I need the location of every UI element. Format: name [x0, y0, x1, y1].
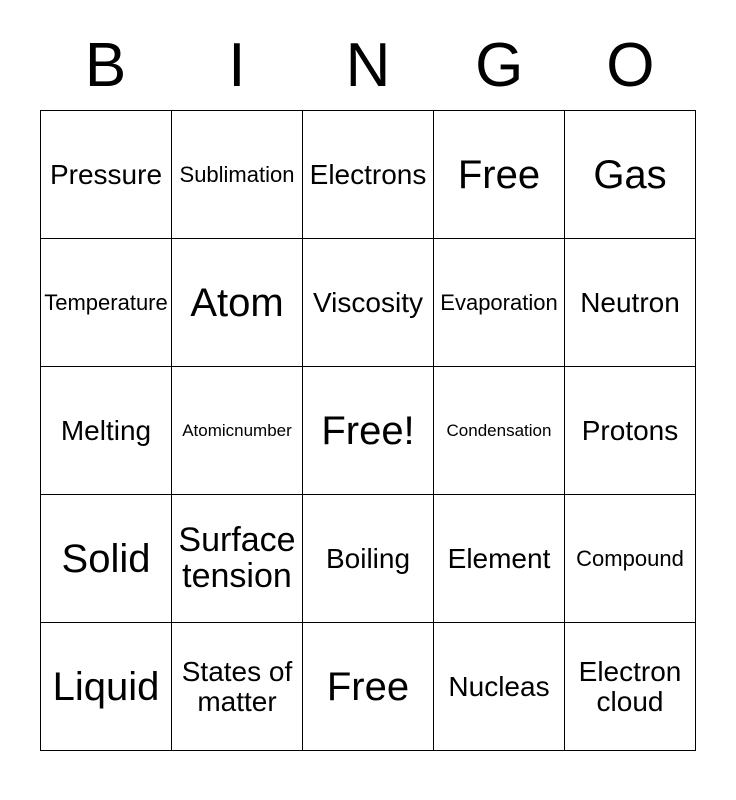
bingo-header-letter-g: G — [475, 31, 524, 100]
bingo-cell[interactable]: Nucleas — [434, 623, 565, 751]
bingo-cell[interactable]: Atomicnumber — [172, 367, 303, 495]
bingo-header — [40, 0, 696, 102]
bingo-cell[interactable]: Element — [434, 495, 565, 623]
bingo-header-letter-o: O — [606, 31, 655, 100]
bingo-cell[interactable]: Evaporation — [434, 239, 565, 367]
bingo-cell[interactable]: Free — [303, 623, 434, 751]
bingo-cell[interactable]: Liquid — [41, 623, 172, 751]
bingo-cell[interactable]: Viscosity — [303, 239, 434, 367]
bingo-cell[interactable]: Temperature — [41, 239, 172, 367]
bingo-cell[interactable]: Electron cloud — [565, 623, 696, 751]
bingo-row — [41, 623, 696, 751]
bingo-grid — [40, 110, 696, 751]
bingo-cell[interactable]: Solid — [41, 495, 172, 623]
bingo-cell[interactable]: States of matter — [172, 623, 303, 751]
bingo-cell[interactable]: Melting — [41, 367, 172, 495]
bingo-header-letter-i: I — [228, 31, 246, 100]
bingo-row — [41, 495, 696, 623]
bingo-header-letter-b: B — [84, 31, 127, 100]
bingo-cell[interactable]: Gas — [565, 111, 696, 239]
bingo-cell[interactable]: Compound — [565, 495, 696, 623]
bingo-cell[interactable]: Pressure — [41, 111, 172, 239]
bingo-row — [41, 239, 696, 367]
bingo-cell-free[interactable]: Free! — [303, 367, 434, 495]
bingo-cell[interactable]: Condensation — [434, 367, 565, 495]
bingo-cell[interactable]: Electrons — [303, 111, 434, 239]
bingo-cell[interactable]: Boiling — [303, 495, 434, 623]
bingo-row — [41, 367, 696, 495]
bingo-cell[interactable]: Surface tension — [172, 495, 303, 623]
bingo-cell[interactable]: Free — [434, 111, 565, 239]
bingo-cell[interactable]: Sublimation — [172, 111, 303, 239]
bingo-row — [41, 111, 696, 239]
bingo-cell[interactable]: Protons — [565, 367, 696, 495]
bingo-cell[interactable]: Neutron — [565, 239, 696, 367]
bingo-cell[interactable]: Atom — [172, 239, 303, 367]
bingo-header-letter-n: N — [345, 31, 391, 100]
